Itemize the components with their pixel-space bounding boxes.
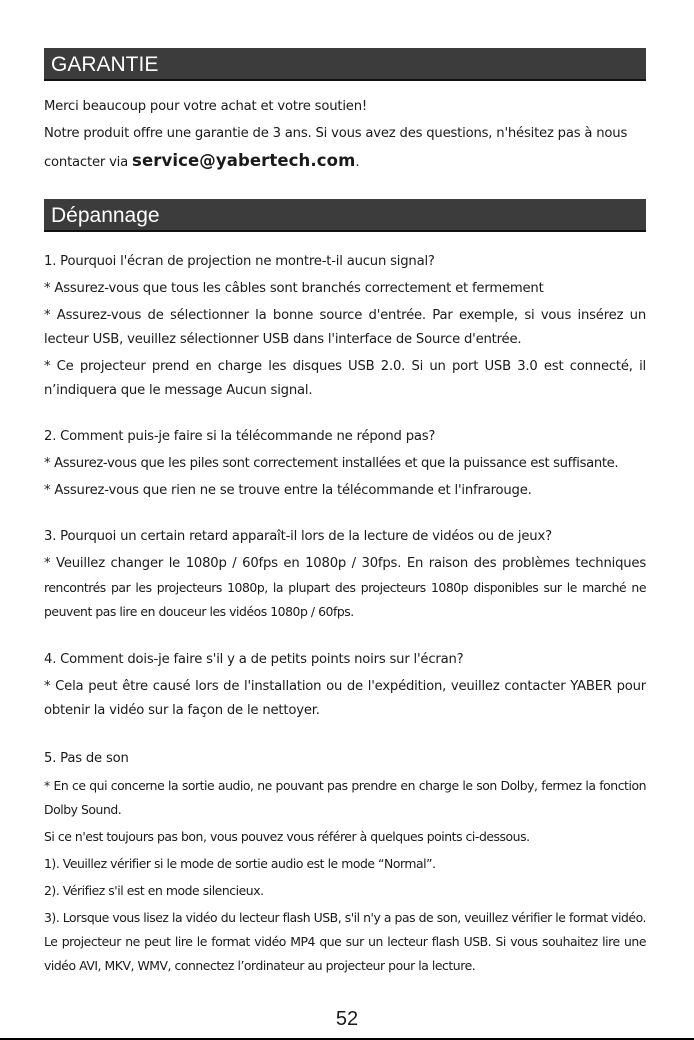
page-number: 52 xyxy=(335,1008,359,1030)
q1-answer-1: * Assurez-vous que tous les câbles sont branchés correctement et fermement xyxy=(44,281,544,296)
q1-answer-3: * Ce projecteur prend en charge les disques USB 2.0. Si un port USB 3.0 est connecté, il n’indiquera que le message Aucun signal. xyxy=(44,359,646,398)
contact-line xyxy=(44,149,646,175)
q2-question: 2. Comment puis-je faire si la télécommande ne répond pas? xyxy=(44,429,436,444)
q3-question: 3. Pourquoi un certain retard apparaît-il lors de la lecture de vidéos ou de jeux? xyxy=(44,529,552,544)
q5-answer-5: 3). Lorsque vous lisez la vidéo du lecteur flash USB, s'il n'y a pas de son, veuillez vérifier le format vidéo. Le projecteur ne peut lire le format vidéo MP4 que sur un lecteur flash USB. Si vous souhaitez lire une vidéo AVI, MKV, WMV, connectez l’ordinateur au projecteur pour la lecture. xyxy=(44,910,646,973)
q5-answer-3: 1). Veuillez vérifier si le mode de sortie audio est le mode “Normal”. xyxy=(44,856,436,871)
q5-answer-4: 2). Vérifiez s'il est en mode silencieux. xyxy=(44,883,264,898)
thanks-line: Merci beaucoup pour votre achat et votre soutien! xyxy=(44,99,367,114)
q3-answer-line-2: rencontrés par les projecteurs 1080p, la plupart des projecteurs 1080p disponibles sur le marché ne peuvent pas lire en douceur les vidéos 1080p / 60fps. xyxy=(44,580,646,619)
depannage-heading: Dépannage xyxy=(44,199,646,232)
support-email: service@yabertech.com xyxy=(132,151,356,170)
q2-answer-1: * Assurez-vous que les piles sont correctement installées et que la puissance est suffisante. xyxy=(44,456,619,471)
warranty-line: Notre produit offre une garantie de 3 ans. Si vous avez des questions, n'hésitez pas à nous xyxy=(44,126,628,141)
q3-answer-line-1: * Veuillez changer le 1080p / 60fps en 1080p / 30fps. En raison des problèmes techniques xyxy=(44,556,646,571)
garantie-heading: GARANTIE xyxy=(44,48,646,81)
q1-question: 1. Pourquoi l'écran de projection ne montre-t-il aucun signal? xyxy=(44,254,435,269)
q5-question: 5. Pas de son xyxy=(44,751,129,766)
q4-question: 4. Comment dois-je faire s'il y a de petits points noirs sur l'écran? xyxy=(44,652,464,667)
q5-answer-1: * En ce qui concerne la sortie audio, ne pouvant pas prendre en charge le son Dolby, fermez la fonction Dolby Sound. xyxy=(44,778,646,817)
q5-answer-2: Si ce n'est toujours pas bon, vous pouvez vous référer à quelques points ci-dessous. xyxy=(44,829,530,844)
q4-answer-1: * Cela peut être causé lors de l'installation ou de l'expédition, veuillez contacter YABER pour obtenir la vidéo sur la façon de le nettoyer. xyxy=(44,679,646,718)
contact-prefix: contacter via xyxy=(44,155,133,170)
q2-answer-2: * Assurez-vous que rien ne se trouve entre la télécommande et l'infrarouge. xyxy=(44,483,532,498)
manual-page xyxy=(44,48,646,978)
contact-suffix: . xyxy=(355,155,360,170)
q1-answer-2: * Assurez-vous de sélectionner la bonne source d'entrée. Par exemple, si vous insérez un lecteur USB, veuillez sélectionner USB dans l'interface de Source d'entrée. xyxy=(44,308,646,347)
